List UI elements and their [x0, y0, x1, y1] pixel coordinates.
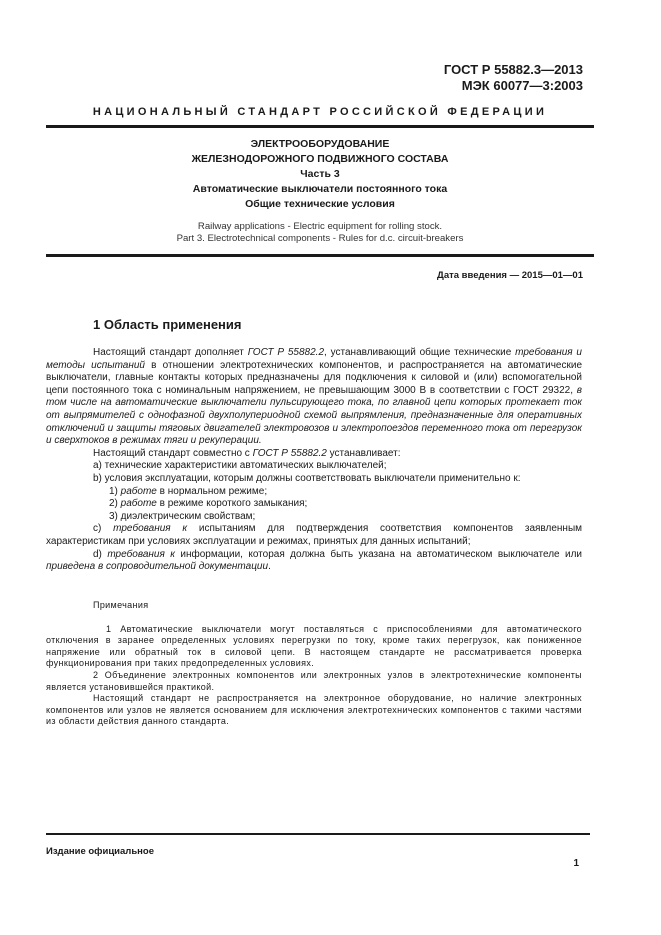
title-part: Часть 3 [300, 168, 340, 180]
list-item-d: d) требования к информации, которая должна быть указана на автоматическом выключателе или приведена в сопроводительной документации. [46, 548, 583, 573]
paragraph-2: Настоящий стандарт совместно с ГОСТ Р 55882.2 устанавливает: [93, 447, 401, 459]
list-item-c: c) требования к испытаниям для подтверждения соответствия компонентов заявленным характеристикам при условиях эксплуатации и режимах, принятых для данных испытаний; [46, 523, 583, 547]
section-title: 1 Область применения [93, 317, 242, 332]
note-2: 2 Объединение электронных компонентов или электронных узлов в электротехнические компоненты является установившейся практикой. [46, 669, 582, 692]
section-body [46, 347, 582, 574]
footer-rule [46, 833, 590, 835]
page-number: 1 [573, 858, 579, 869]
note-3: Настоящий стандарт не распространяется на электронное оборудование, но наличие электронных компонентов или узлов не является основанием для исключения электротехнических компонентов с такими частями из области действия данного стандарта. [46, 693, 582, 727]
standard-codes [444, 62, 583, 94]
list-item-b2: 2) работе в режиме короткого замыкания; [109, 498, 308, 510]
gost-number: ГОСТ Р 55882.3—2013 [443, 62, 583, 77]
list-item-a: a) технические характеристики автоматических выключателей; [93, 460, 387, 472]
title-line-4: Автоматические выключатели постоянного тока [192, 183, 448, 195]
edition-label: Издание официальное [46, 846, 154, 857]
english-title-line-2: Part 3. Electrotechnical components - Rules for d.c. circuit-breakers [176, 233, 464, 244]
list-item-b: b) условия эксплуатации, которым должны соответствовать выключатели применительно к: [93, 472, 521, 484]
national-standard-heading: НАЦИОНАЛЬНЫЙ СТАНДАРТ РОССИЙСКОЙ ФЕДЕРАЦИИ [92, 106, 548, 118]
title-line-1: ЭЛЕКТРООБОРУДОВАНИЕ [250, 138, 390, 150]
list-item-b1: 1) работе в нормальном режиме; [109, 485, 268, 497]
english-title-line-1: Railway applications - Electric equipment for rolling stock. [197, 221, 443, 232]
document-title [46, 137, 594, 212]
note-1: 1 Автоматические выключатели могут поставляться с приспособлениями для автоматического отключения в заранее определенных условиях перегрузки по току, кроме таких перегрузок, как пониженное напряжение или обратный ток в силовой цепи. В настоящем стандарте не рассматривается проверка функционирования при таких предопределенных условиях. [46, 623, 582, 669]
introduction-date: Дата введения — 2015—01—01 [437, 270, 583, 281]
list-item-b3: 3) диэлектрическим свойствам; [109, 510, 256, 522]
english-title [46, 221, 594, 245]
title-line-2: ЖЕЛЕЗНОДОРОЖНОГО ПОДВИЖНОГО СОСТАВА [191, 153, 449, 165]
notes-block [46, 600, 582, 728]
title-rule [46, 254, 594, 257]
notes-heading: Примечания [93, 600, 149, 610]
iec-number: МЭК 60077—3:2003 [461, 78, 583, 93]
paragraph-1: Настоящий стандарт дополняет ГОСТ Р 55882.2, устанавливающий общие технические требования и методы испытаний в отношении электротехнических компонентов, и распространяется на автоматические выключатели, главные контакты которых предназначены для подключения к силовой и (или) вспомогательной цепи постоянного тока с номинальным напряжением, не превышающим 3000 В в соответствии с ГОСТ 29322, в том числе на автоматические выключатели пульсирующего тока, по главной цепи которых протекает ток от выпрямителей с однофазной двухполупериодной схемой выпрямления, предназначенные для оперативных отключений и защиты тяговых двигателей электровозов и электропоездов переменного тока от перегрузок и сверхтоков в режимах тяги и рекуперации. [46, 347, 583, 447]
title-line-5: Общие технические условия [245, 198, 395, 210]
header-rule [46, 125, 594, 128]
